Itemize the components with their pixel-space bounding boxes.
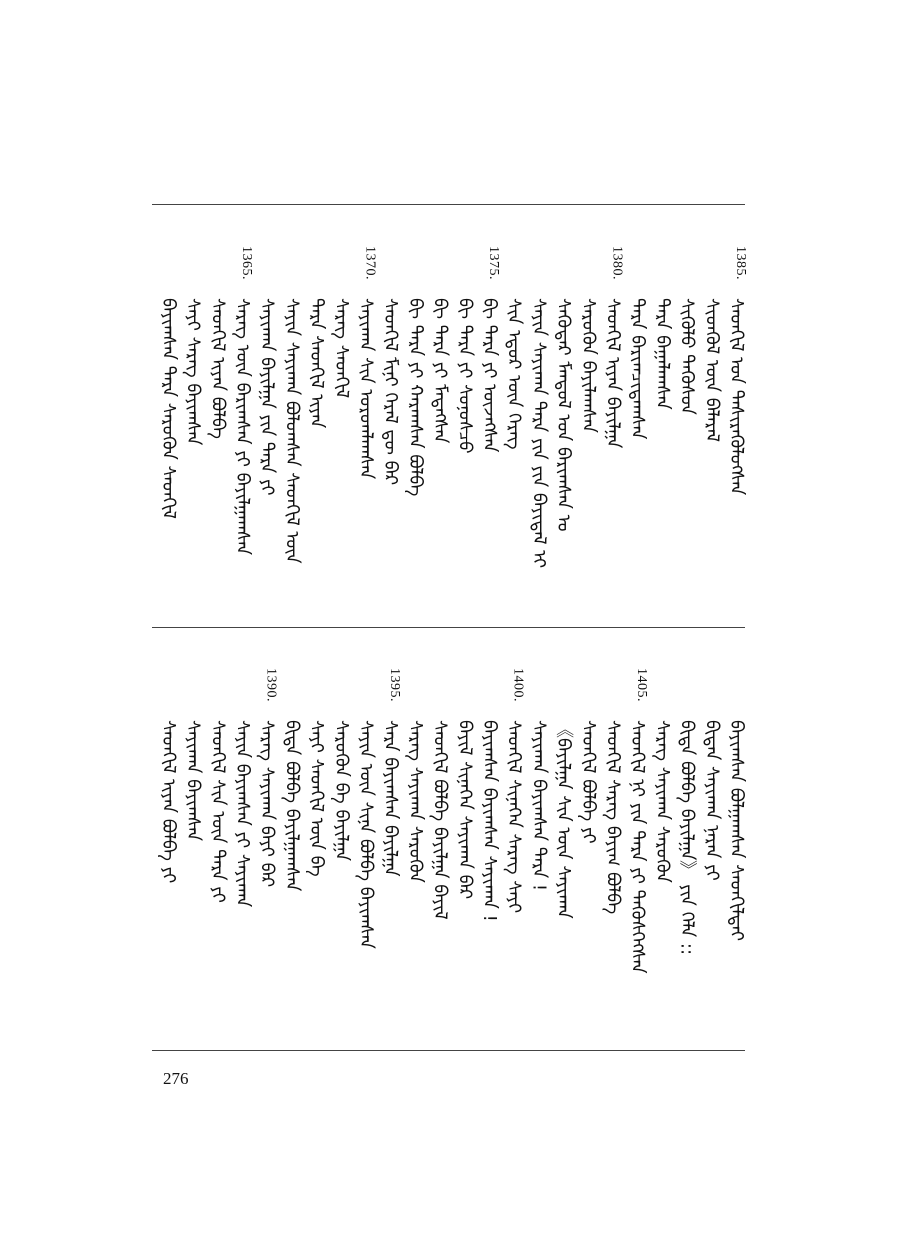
verse-column (255, 246, 279, 496)
verse-column (601, 246, 625, 449)
verse-column (230, 668, 254, 908)
verse-line: ᠪᠠᠶᠢᠯ ᠰᠢᠨᠡᠬᠡᠨ ᠰᠠᠶᠢᠬᠠᠨ ᠪᠠᠷ (454, 720, 476, 900)
verse-line: ᠰᠡᠭᠦᠳᠡᠷ ᠮᠠᠨᠳᠤᠯ ᠤᠨ ᠪᠠᠷᠢᠭᠰᠠᠨ ᠤ (553, 298, 575, 532)
verse-column (526, 668, 550, 892)
verse-line: ᠰᠡᠳᠬᠢᠯ ᠤᠨ ᠲᠡᠰᠢᠷᠡᠭᠦᠯᠦᠭᠰᠡᠨ (726, 298, 747, 496)
verse-column (699, 668, 723, 881)
verse-column (502, 246, 526, 450)
verse-column (329, 246, 353, 426)
verse-line: ᠲᠡᠷᠡ ᠪᠠᠭᠠᠯᠠᠭᠰᠠᠨ (651, 298, 673, 410)
verse-column (526, 246, 550, 569)
verse-line: ᠰᠡᠷᠡᠭ ᠰᠠᠶᠢᠬᠠᠨ ᠰᠡᠷᠦᠭᠦᠨ (404, 720, 426, 883)
verse-line: ᠰᠡᠳᠬᠢᠯ ᠰᠢᠨ ᠦᠨ ᠲᠡᠷᠡ ᠶᠢ (207, 720, 229, 903)
verse-column (551, 668, 575, 919)
verse-column (724, 246, 748, 496)
verse-line: ᠰᠡᠷᠡ ᠪᠠᠶᠢᠭᠰᠠᠨ ᠪᠠᠶᠢᠯᠭᠠ (380, 720, 402, 877)
verse-column (403, 246, 427, 497)
verse-column (255, 668, 279, 888)
verse-column (675, 246, 699, 426)
verse-line: ᠰᠡᠳᠬᠢᠯ ᠢᠶᠡᠨ ᠪᠠᠶᠢᠯᠭᠠ (602, 298, 624, 449)
verse-column (576, 668, 600, 848)
verse-column (156, 246, 180, 519)
verse-line: ᠰᠠᠶᠢᠨ ᠦᠨ ᠰᠢᠨᠡ ᠪᠣᠯᠪᠠ ᠪᠠᠶᠢᠭᠰᠠᠨ (355, 720, 377, 949)
verse-line: ᠰᠠᠶᠢᠬᠠᠨ ᠪᠠᠶᠢᠭᠰᠠᠨ ᠲᠡᠷᠡ ! (528, 720, 550, 892)
verse-number: 1405. (634, 668, 650, 702)
verse-line: ᠰᠠᠶᠢ ᠰᠡᠷᠡᠭ ᠪᠠᠶᠢᠭᠰᠠᠨ (182, 298, 204, 446)
middle-rule (152, 627, 745, 628)
verse-column (230, 246, 254, 556)
verse-column (428, 246, 452, 444)
verse-column (279, 246, 303, 564)
verse-column (156, 668, 180, 884)
verse-line: ᠰᠠᠶᠢᠬᠠᠨ ᠪᠠᠶᠢᠭᠰᠠᠨ (182, 720, 204, 842)
verse-number: 1395. (387, 668, 403, 702)
verse-column (477, 246, 501, 453)
verse-column (304, 668, 328, 877)
verse-column (403, 668, 427, 883)
verse-line: ᠪᠠᠶᠢᠭᠰᠠᠨ ᠪᠠᠶᠢᠭᠰᠠᠨ ᠰᠠᠶᠢᠬᠠᠨ ! (479, 720, 500, 922)
verse-column (279, 668, 303, 892)
verse-line: ᠰᠡᠷᠡᠭ ᠦᠨ ᠪᠠᠷᠢᠭᠰᠠᠨ ᠶᠢ ᠪᠠᠶᠢᠯᠭᠠᠭᠰᠠᠨ (232, 298, 253, 556)
verse-line: ᠰᠡᠳᠬᠢᠯ ᠰᠡᠷᠡᠭ ᠪᠠᠶᠢᠭ ᠪᠣᠯᠪᠠ (602, 720, 624, 915)
verse-number: 1400. (510, 668, 526, 702)
verse-column (675, 668, 699, 956)
verse-line: ᠰᠡᠳᠬᠢᠯ ᠢᠶᠡᠨ ᠪᠣᠯᠪᠠ (207, 298, 229, 439)
verse-column (625, 246, 649, 440)
verse-line: ᠰᠡᠷᠦᠭᠦᠨ ᠪᠠᠶᠢᠯᠠᠭᠰᠠᠨ (577, 298, 599, 433)
page-number: 276 (163, 1069, 189, 1088)
verse-line: ᠪᠢ ᠲᠡᠷᠡ ᠶᠢ ᠬᠠᠷᠠᠭᠰᠠᠨ ᠪᠣᠯᠪᠠ (404, 298, 426, 497)
verse-column (699, 246, 723, 443)
verse-line: ᠰᠢᠭᠦᠯᠦ ᠲᠡᠭᠦᠰᠦᠨ (676, 298, 698, 415)
verse-column (354, 668, 378, 949)
verse-number: 1385. (733, 246, 748, 280)
verse-column (205, 246, 229, 439)
verse-column (625, 668, 650, 974)
verse-line: ᠪᠠᠶᠢᠭᠰᠠᠨ ᠪᠣᠯᠭᠠᠭᠰᠠᠨ ᠰᠡᠳᠬᠢᠯᠲᠡᠢ (726, 720, 747, 941)
verse-line: ᠰᠠᠶᠢᠨ ᠰᠠᠶᠢᠬᠠᠨ ᠲᠡᠷᠡ ᠶᠢᠨ ᠶᠢᠨ ᠪᠠᠶᠢᠳᠠᠯ ᠢ (528, 298, 550, 569)
verse-line: ᠪᠢᠳᠡ ᠪᠣᠯᠪᠠ ᠪᠠᠶᠢᠯᠭᠠ》 ᠶᠢᠨ ᠬᠡᠯᠡ :: (676, 720, 698, 956)
verse-column (576, 246, 600, 433)
verse-line: ᠰᠡᠷᠡᠭ ᠰᠡᠳᠬᠢᠯ (330, 298, 352, 399)
verse-column (205, 668, 229, 903)
verse-number: 1370. (362, 246, 378, 280)
verse-line: ᠪᠢᠳᠡᠨ ᠰᠠᠶᠢᠬᠠᠨ ᠨᠠᠷᠠᠨ ᠶᠢ (701, 720, 723, 881)
verse-column (181, 246, 205, 446)
verse-line: ᠰᠢᠳᠬᠦᠯ ᠦᠨ ᠪᠠᠯᠠᠷᠠᠯ (701, 298, 723, 443)
verse-column (304, 246, 328, 429)
verse-column (551, 246, 575, 532)
verse-column (650, 246, 674, 426)
verse-line: ᠪᠢᠳᠡ ᠪᠣᠯᠪᠠ ᠪᠠᠶᠢᠯᠭᠠᠭᠰᠠᠨ (281, 720, 303, 892)
verse-line: ᠰᠢᠨ ᠡᠳᠦᠷ ᠦᠨ ᠬᠡᠷᠡᠭ (503, 298, 525, 450)
verse-number: 1390. (263, 668, 279, 702)
verse-line: ᠰᠠᠶᠢᠨ ᠪᠠᠶᠢᠭᠰᠠᠨ ᠶᠢ ᠰᠠᠶᠢᠬᠠᠨ (232, 720, 253, 908)
verse-line: ᠪᠢ ᠲᠡᠷᠡ ᠶᠢ ᠰᠣᠨᠣᠰᠴᠤ (454, 298, 476, 454)
verse-line: ᠲᠡᠷᠡ ᠰᠡᠳᠬᠢᠯ ᠢᠶᠡᠨ (306, 298, 328, 429)
verse-number: 1375. (486, 246, 501, 280)
verse-line: ᠰᠠᠶᠢᠬᠠᠨ ᠰᠢᠨ ᠤᠷᠤᠭᠯᠠᠭᠰᠠᠨ (355, 298, 377, 480)
top-rule (152, 204, 745, 205)
verse-line: ᠰᠡᠷᠡᠭ ᠰᠠᠶᠢᠬᠠᠨ ᠪᠠᠶᠢ ᠪᠠᠷ (256, 720, 278, 888)
verse-column (502, 668, 526, 914)
verse-line: ᠰᠡᠳᠬᠢᠯ ᠰᠢᠨᠡᠬᠡᠨ ᠰᠡᠷᠡᠭ ᠰᠠᠶᠢ (503, 720, 525, 914)
bottom-rule (152, 1050, 745, 1051)
verse-column (452, 246, 476, 454)
verse-line: ᠰᠡᠷᠦᠭᠦᠨ ᠪᠠ ᠪᠠᠶᠢᠯᠭᠠ (330, 720, 352, 862)
verse-line: ᠰᠠᠶᠢ ᠰᠡᠳᠬᠢᠯ ᠦᠨ ᠪᠠ (306, 720, 328, 877)
verse-line: ᠰᠡᠳᠬᠢᠯ ᠪᠣᠯᠪᠠ ᠶᠢ (577, 720, 599, 844)
verse-line: ᠲᠡᠷᠡ ᠪᠠᠷᠢᠭᠴᠢᠳᠠᠭᠰᠠᠨ (627, 298, 649, 440)
verse-column (452, 668, 476, 900)
verse-column (650, 668, 674, 883)
verse-line: ᠰᠡᠳᠬᠢᠯ ᠨᠢ ᠶᠢᠨ ᠲᠡᠷᠡ ᠶᠢ ᠲᠡᠭᠦᠰᠬᠡᠭᠰᠡᠨ (627, 720, 649, 974)
verse-column (477, 668, 501, 922)
verse-column (329, 668, 353, 862)
verse-line: 《ᠪᠠᠶᠢᠯᠭᠠ ᠰᠢᠨ ᠦᠨ ᠰᠠᠶᠢᠬᠠᠨ (553, 720, 575, 919)
verse-column (378, 668, 403, 877)
verse-column (354, 246, 378, 480)
verse-line: ᠰᠡᠳᠬᠢᠯ ᠢᠶᠡᠨ ᠪᠣᠯᠪᠠ ᠶᠢ (157, 720, 179, 884)
verse-line: ᠪᠠᠶᠢᠭᠰᠠᠨ ᠲᠡᠷᠡ ᠰᠡᠷᠦᠭᠦᠨ ᠰᠡᠳᠬᠢᠯ (157, 298, 179, 519)
verse-line: ᠰᠠᠶᠢᠬᠠᠨ ᠪᠠᠶᠢᠯᠭᠠ ᠶᠢᠨ ᠲᠡᠷᠡ ᠶᠢ (256, 298, 278, 496)
verse-line: ᠪᠢ ᠲᠡᠷᠡ ᠶᠢ ᠮᠡᠳᠡᠭᠰᠡᠨ (429, 298, 451, 444)
verse-column (724, 668, 748, 941)
verse-column (428, 668, 452, 920)
verse-line: ᠰᠡᠳᠬᠢᠯ ᠪᠣᠯᠪᠠ ᠪᠠᠶᠢᠯᠭᠠ ᠪᠠᠶᠢᠯ (429, 720, 451, 920)
verse-line: ᠰᠡᠷᠡᠭ ᠰᠠᠶᠢᠬᠠᠨ ᠰᠡᠷᠦᠭᠦᠨ (651, 720, 673, 883)
verse-number: 1365. (239, 246, 254, 280)
verse-column (181, 668, 205, 848)
verse-line: ᠰᠠᠶᠢᠨ ᠰᠠᠶᠢᠬᠠᠨ ᠪᠣᠯᠤᠭᠰᠠᠨ ᠰᠡᠳᠬᠢᠯ ᠦᠨ (281, 298, 303, 564)
verse-column (601, 668, 625, 915)
verse-line: ᠪᠢ ᠲᠡᠷᠡ ᠶᠢ ᠦᠵᠡᠭᠰᠡᠨ (479, 298, 500, 453)
verse-number: 1380. (609, 246, 625, 280)
verse-column (378, 246, 402, 486)
verse-line: ᠰᠡᠳᠬᠢᠯ ᠮᠢᠨᠢ ᠭᠡᠷᠡᠯ ᠳᠦ ᠪᠡᠷ (380, 298, 402, 486)
